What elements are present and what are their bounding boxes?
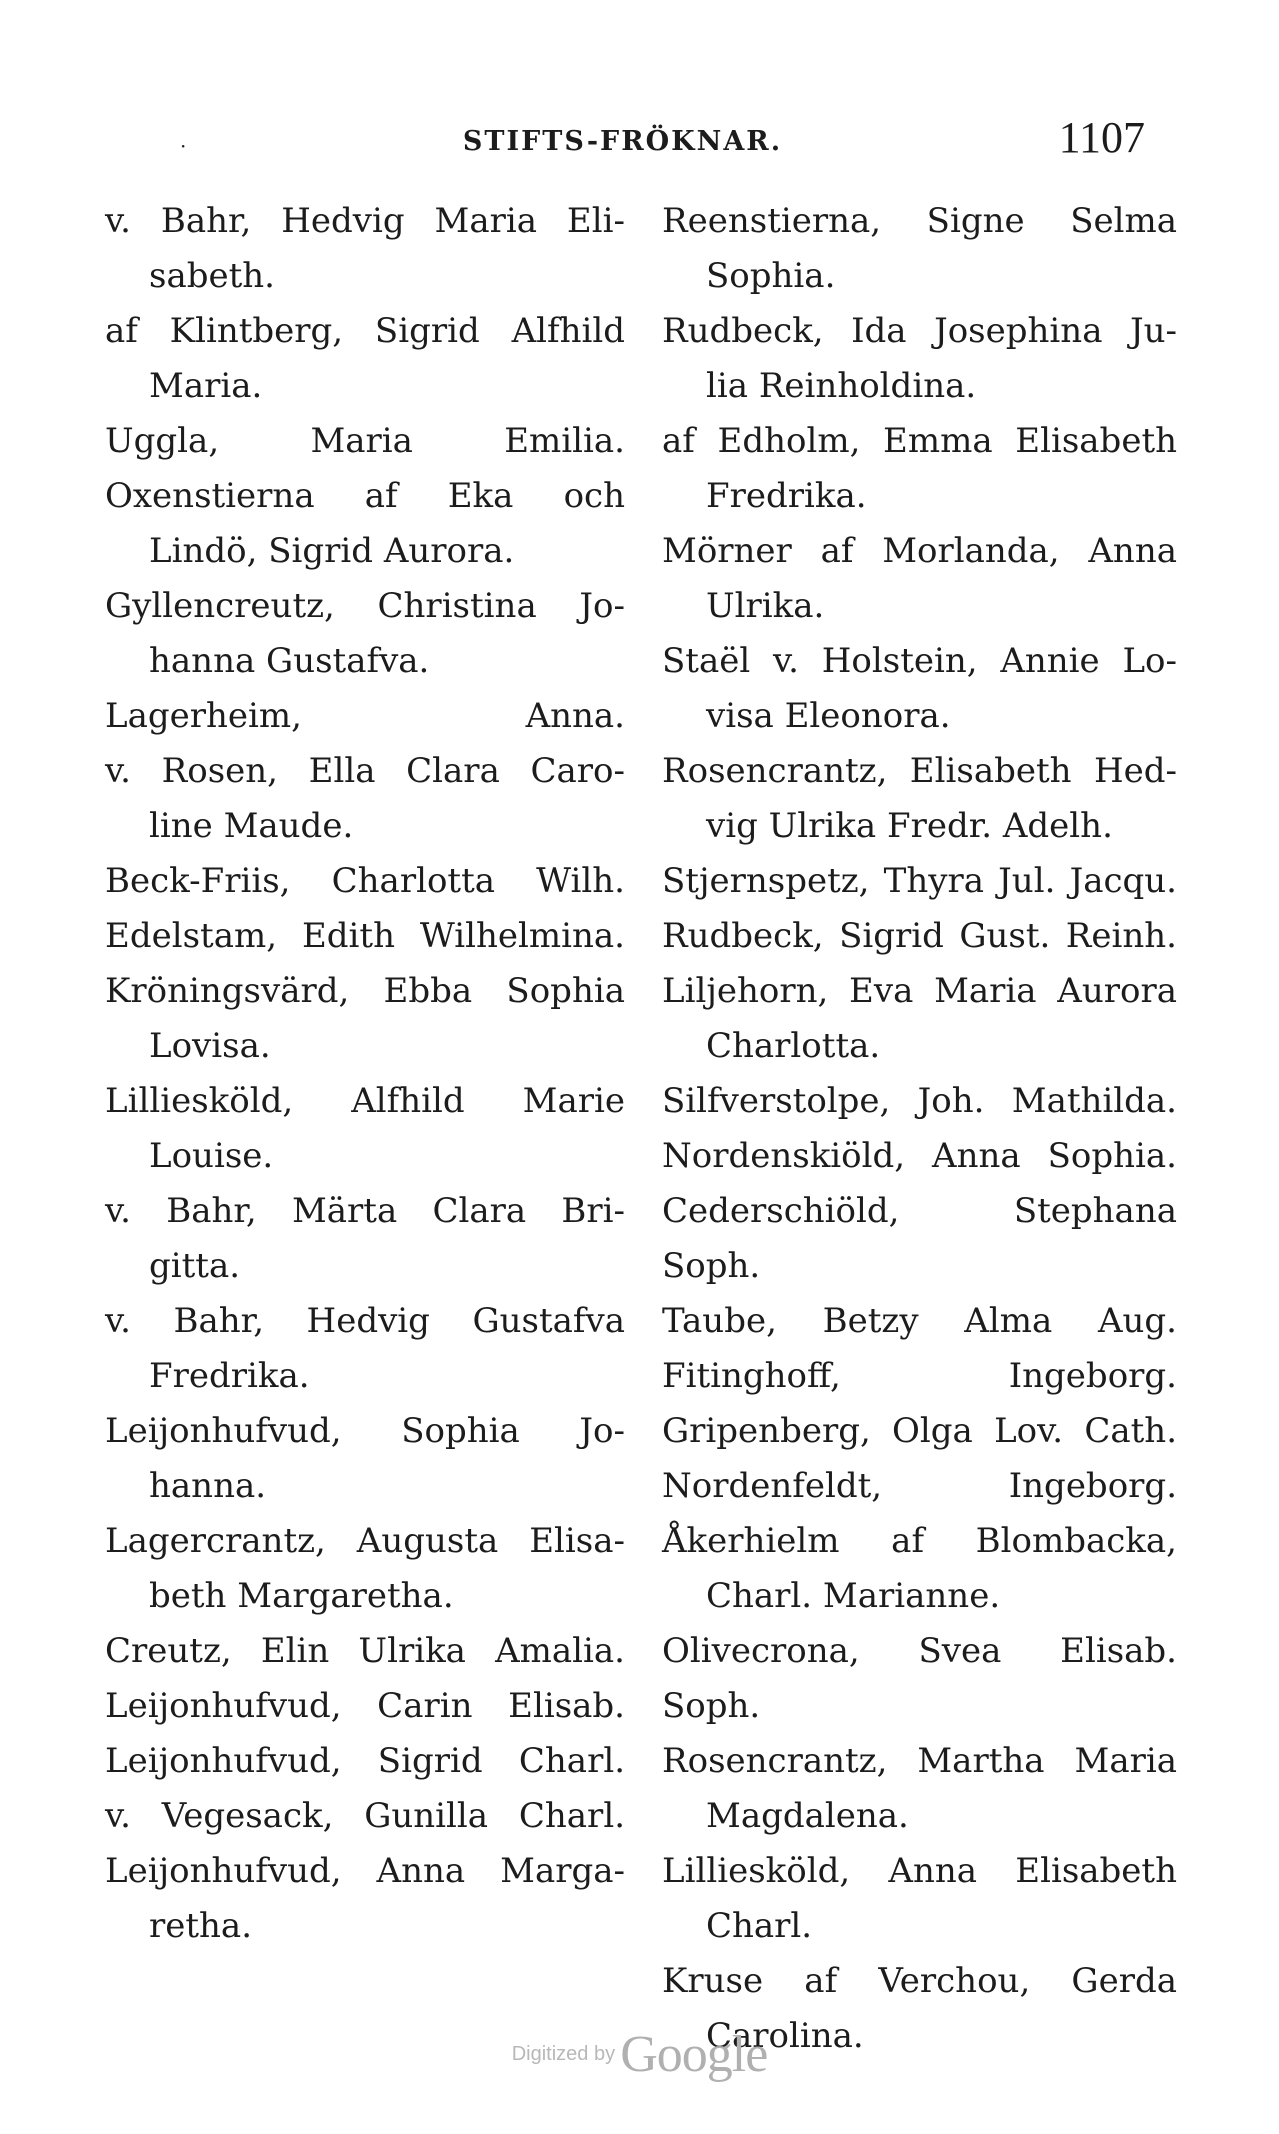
entry-line: lia Reinholdina. (706, 366, 977, 406)
register-entry (105, 964, 625, 1074)
register-entry (662, 1129, 1177, 1184)
entry-line: Kruse af Verchou, Gerda (662, 1961, 1177, 2001)
register-entry (105, 1844, 625, 1954)
header-mark: · (180, 134, 187, 158)
entry-line: Magdalena. (706, 1796, 909, 1836)
entry-line: af Klintberg, Sigrid Alfhild (105, 311, 625, 351)
register-entry (662, 964, 1177, 1074)
entry-line: Cederschiöld, Stephana Soph. (662, 1191, 1177, 1286)
register-entry (662, 854, 1177, 909)
entry-line: v. Rosen, Ella Clara Caro- (105, 751, 625, 791)
entry-line: sabeth. (149, 256, 275, 296)
entry-line: retha. (149, 1906, 253, 1946)
entry-line: hanna Gustafva. (149, 641, 430, 681)
running-title: STIFTS-FRÖKNAR. (462, 126, 783, 157)
entry-line: beth Margaretha. (149, 1576, 454, 1616)
entry-line: hanna. (149, 1466, 267, 1506)
entry-line: Nordenskiöld, Anna Sophia. (662, 1136, 1177, 1176)
register-entry (662, 1624, 1177, 1734)
entry-line: Uggla, Maria Emilia. (105, 421, 625, 461)
entry-line: Maria. (149, 366, 263, 406)
register-entry (662, 1514, 1177, 1624)
entry-line: Mörner af Morlanda, Anna (662, 531, 1177, 571)
entry-line: line Maude. (149, 806, 354, 846)
entry-line: Staël v. Holstein, Annie Lo- (662, 641, 1177, 681)
register-entry (105, 469, 625, 579)
entry-line: Sophia. (706, 256, 836, 296)
register-entry (662, 1844, 1177, 1954)
register-entry (662, 909, 1177, 964)
right-column (662, 194, 1177, 2064)
register-entry (105, 1074, 625, 1184)
register-entry (662, 1294, 1177, 1349)
entry-line: Carolina. (706, 2016, 864, 2056)
register-entry (105, 1404, 625, 1514)
entry-line: Leijonhufvud, Sophia Jo- (105, 1411, 625, 1451)
register-entry (662, 634, 1177, 744)
register-entry (105, 579, 625, 689)
left-column (105, 194, 625, 1954)
register-entry (105, 744, 625, 854)
entry-line: Leijonhufvud, Anna Marga- (105, 1851, 625, 1891)
entry-line: Nordenfeldt, Ingeborg. (662, 1466, 1177, 1506)
google-logo: Google (620, 2026, 768, 2083)
register-entry (105, 1294, 625, 1404)
register-entry (105, 909, 625, 964)
entry-line: Rudbeck, Sigrid Gust. Reinh. (662, 916, 1177, 956)
entry-line: v. Vegesack, Gunilla Charl. (105, 1796, 625, 1836)
entry-line: Lagerheim, Anna. (105, 696, 625, 736)
register-entry (662, 414, 1177, 524)
entry-line: Leijonhufvud, Carin Elisab. (105, 1686, 625, 1726)
entry-line: Lovisa. (149, 1026, 271, 1066)
entry-line: v. Bahr, Märta Clara Bri- (105, 1191, 625, 1231)
register-entry (105, 1789, 625, 1844)
entry-line: Charl. (706, 1906, 813, 1946)
page-header (100, 112, 1145, 172)
entry-line: Fredrika. (706, 476, 867, 516)
entry-line: v. Bahr, Hedvig Maria Eli- (105, 201, 625, 241)
entry-line: Kröningsvärd, Ebba Sophia (105, 971, 625, 1011)
register-entry (105, 1514, 625, 1624)
register-entry (662, 744, 1177, 854)
entry-line: Edelstam, Edith Wilhelmina. (105, 916, 625, 956)
register-entry (662, 1404, 1177, 1459)
entry-line: gitta. (149, 1246, 241, 1286)
entry-line: Rosencrantz, Martha Maria (662, 1741, 1177, 1781)
entry-line: Ulrika. (706, 586, 825, 626)
entry-line: Beck-Friis, Charlotta Wilh. (105, 861, 625, 901)
entry-line: Lilliesköld, Alfhild Marie (105, 1081, 625, 1121)
entry-line: vig Ulrika Fredr. Adelh. (706, 806, 1113, 846)
entry-line: Liljehorn, Eva Maria Aurora (662, 971, 1177, 1011)
entry-line: Rosencrantz, Elisabeth Hed- (662, 751, 1177, 791)
entry-line: Charlotta. (706, 1026, 881, 1066)
entry-line: Silfverstolpe, Joh. Mathilda. (662, 1081, 1177, 1121)
entry-line: Lilliesköld, Anna Elisabeth (662, 1851, 1177, 1891)
entry-line: Olivecrona, Svea Elisab. Soph. (662, 1631, 1177, 1726)
page-number: 1107 (1058, 113, 1145, 162)
entry-line: Åkerhielm af Blombacka, (662, 1521, 1177, 1561)
entry-line: af Edholm, Emma Elisabeth (662, 421, 1177, 461)
entry-line: Fredrika. (149, 1356, 310, 1396)
register-entry (662, 1459, 1177, 1514)
entry-line: Charl. Marianne. (706, 1576, 1001, 1616)
entry-line: Gripenberg, Olga Lov. Cath. (662, 1411, 1177, 1451)
entry-line: Reenstierna, Signe Selma (662, 201, 1177, 241)
register-entry (662, 1349, 1177, 1404)
register-entry (662, 1734, 1177, 1844)
entry-line: Fitinghoff, Ingeborg. (662, 1356, 1177, 1396)
register-entry (105, 304, 625, 414)
register-entry (662, 194, 1177, 304)
entry-line: Leijonhufvud, Sigrid Charl. (105, 1741, 625, 1781)
entry-line: Gyllencreutz, Christina Jo- (105, 586, 625, 626)
entry-line: v. Bahr, Hedvig Gustafva (105, 1301, 625, 1341)
digitization-footer (0, 2025, 1279, 2084)
digitized-by-label: Digitized by (511, 2043, 616, 2065)
register-entry (662, 304, 1177, 414)
entry-line: Rudbeck, Ida Josephina Ju- (662, 311, 1177, 351)
entry-line: Louise. (149, 1136, 274, 1176)
register-entry (105, 1184, 625, 1294)
register-entry (105, 1624, 625, 1679)
entry-line: Oxenstierna af Eka och (105, 476, 625, 516)
entry-line: visa Eleonora. (706, 696, 951, 736)
entry-line: Lagercrantz, Augusta Elisa- (105, 1521, 625, 1561)
entry-line: Creutz, Elin Ulrika Amalia. (105, 1631, 625, 1671)
entry-line: Lindö, Sigrid Aurora. (149, 531, 515, 571)
register-entry (662, 1184, 1177, 1294)
register-entry (105, 414, 625, 469)
register-entry (662, 524, 1177, 634)
register-entry (105, 689, 625, 744)
register-entry (105, 1679, 625, 1734)
register-entry (105, 854, 625, 909)
entry-line: Taube, Betzy Alma Aug. (662, 1301, 1177, 1341)
register-entry (105, 1734, 625, 1789)
entry-line: Stjernspetz, Thyra Jul. Jacqu. (662, 861, 1177, 901)
register-entry (105, 194, 625, 304)
register-entry (662, 1074, 1177, 1129)
